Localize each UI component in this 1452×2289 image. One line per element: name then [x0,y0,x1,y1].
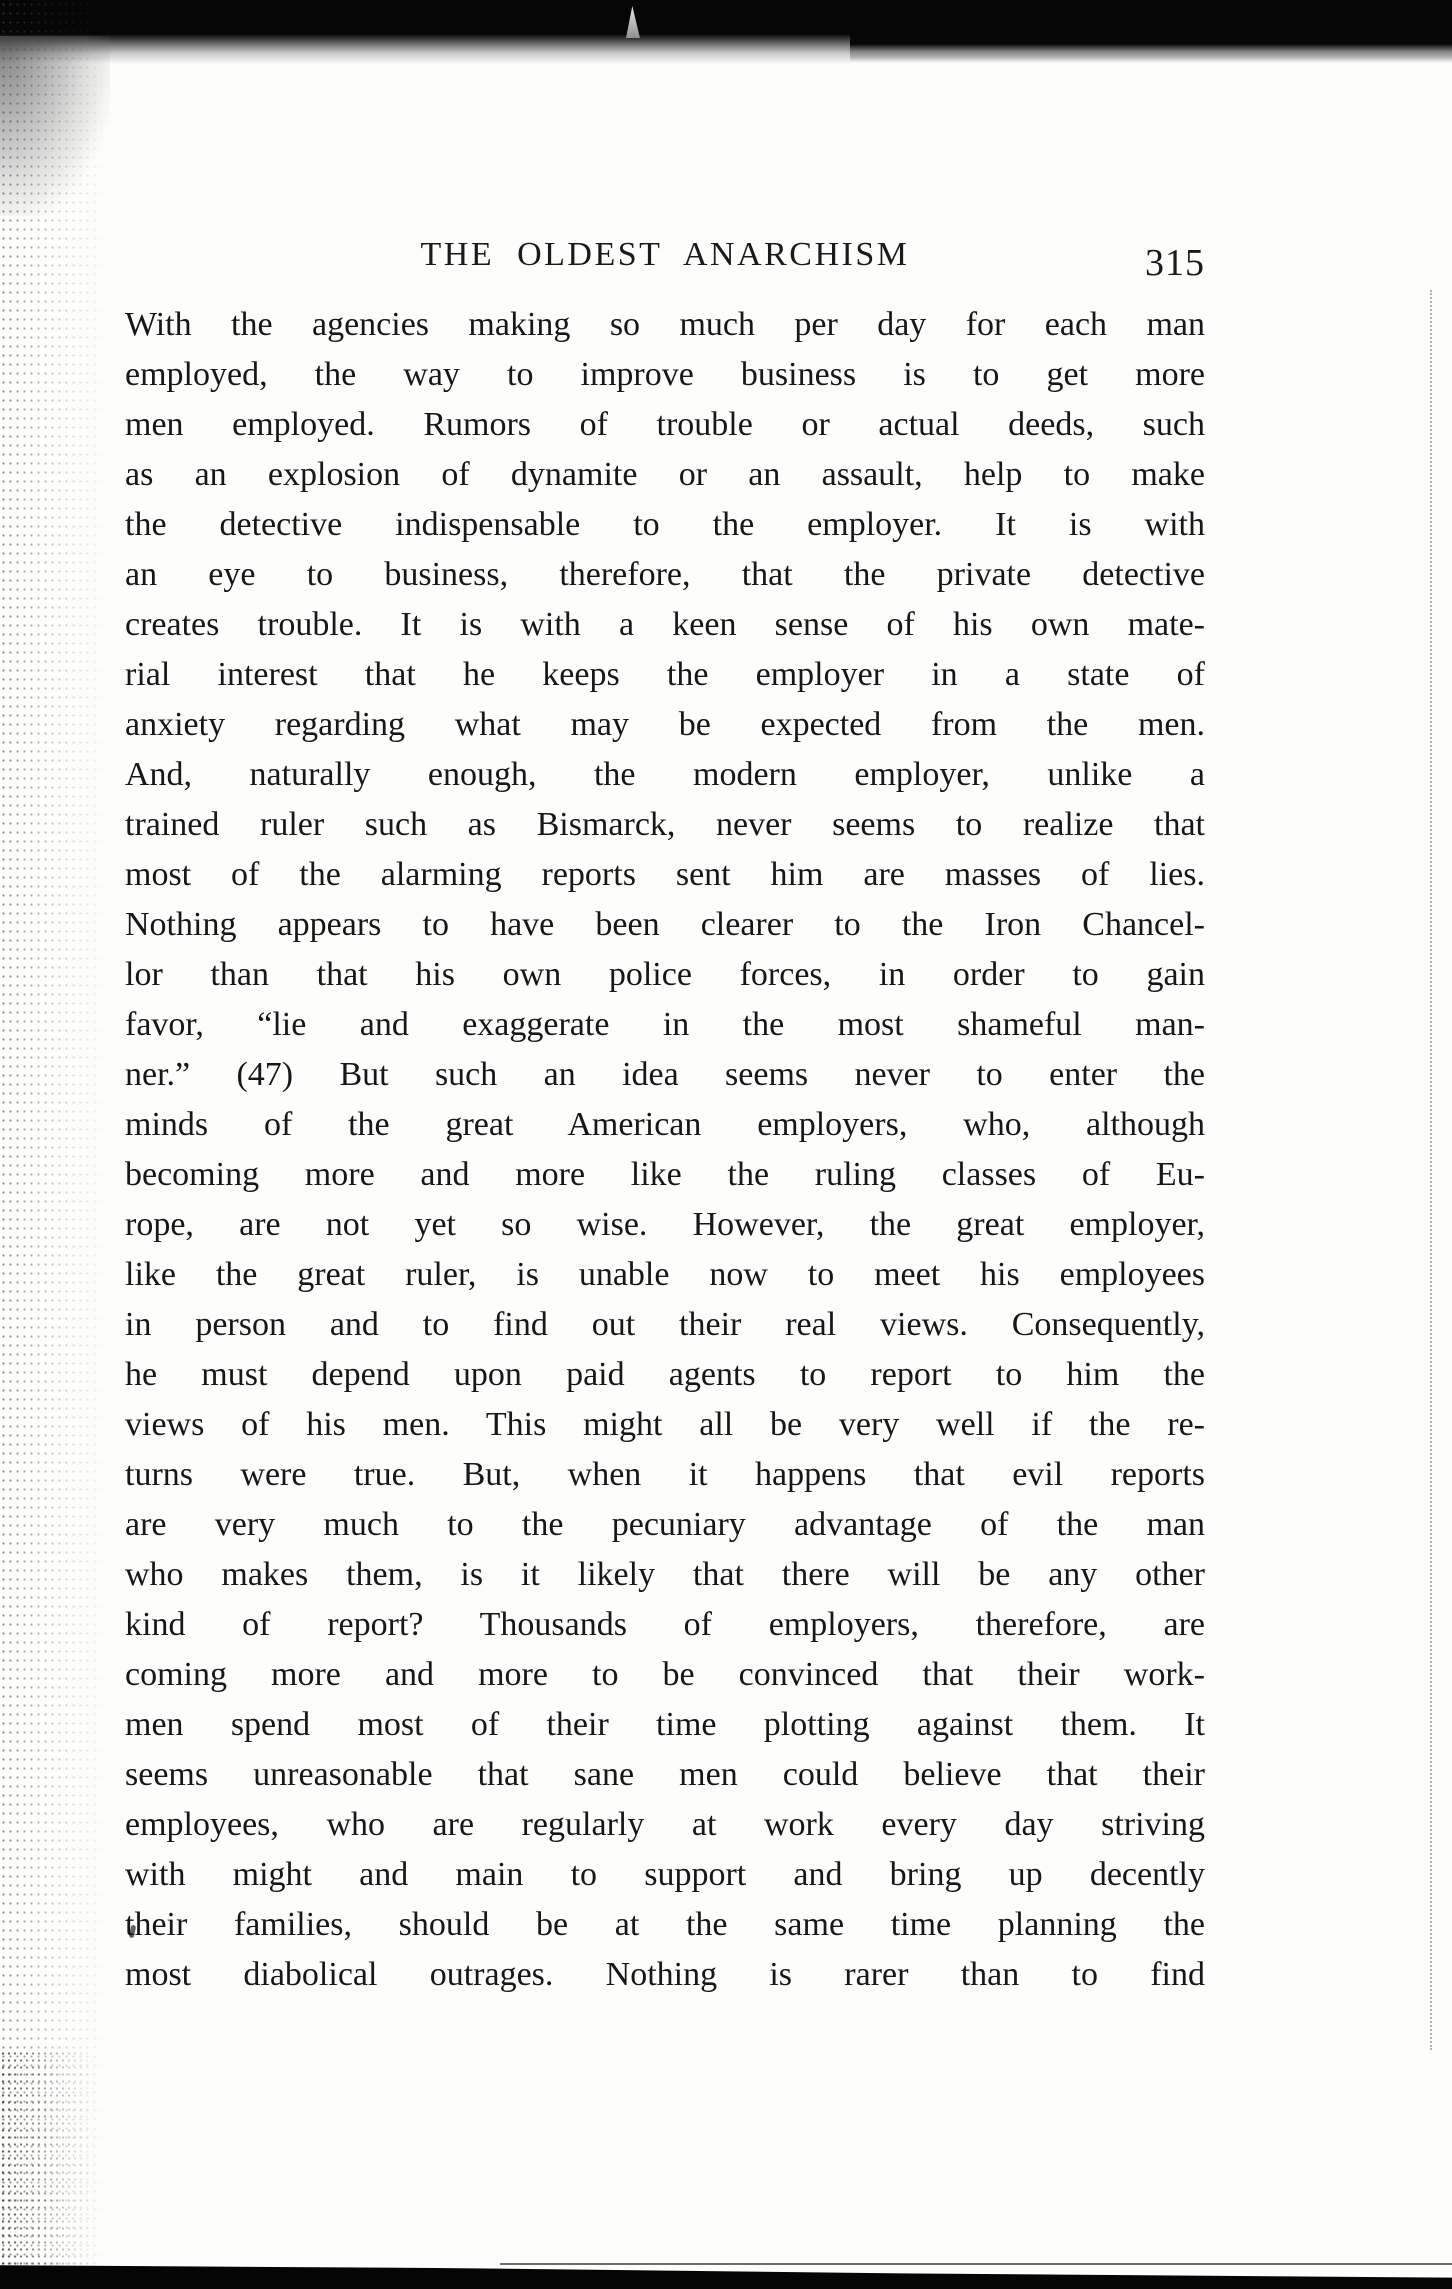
body-text-block [125,300,1205,2000]
text-line: most of the alarming reports sent him are masses of lies. [125,856,1205,893]
text-line: favor, “lie and exaggerate in the most shameful man- [125,1006,1205,1043]
text-line: rope, are not yet so wise. However, the great employer, [125,1206,1205,1243]
text-line: their families, should be at the same time planning the [125,1906,1205,1943]
text-line: Nothing appears to have been clearer to the Iron Chancel- [125,906,1205,943]
text-line: employees, who are regularly at work every day striving [125,1806,1205,1843]
page-number: 315 [1145,242,1205,284]
text-line: ner.” (47) But such an idea seems never to enter the [125,1056,1205,1093]
scan-left-noise-bottom [0,2050,100,2289]
text-line: With the agencies making so much per day for each man [125,306,1205,343]
text-line: turns were true. But, when it happens that evil reports [125,1456,1205,1493]
scan-right-edge-line [1430,290,1432,2050]
text-line: men employed. Rumors of trouble or actual deeds, such [125,406,1205,443]
text-line: rial interest that he keeps the employer in a state of [125,656,1205,693]
scan-bottom-edge-line [500,2263,1452,2265]
text-line: becoming more and more like the ruling classes of Eu- [125,1156,1205,1193]
page-header [125,236,1205,288]
scan-bottom-band [0,2262,1452,2289]
text-line: he must depend upon paid agents to report to him the [125,1356,1205,1393]
text-line: lor than that his own police forces, in order to gain [125,956,1205,993]
text-line: the detective indispensable to the employer. It is with [125,506,1205,543]
text-line: like the great ruler, is unable now to meet his employees [125,1256,1205,1293]
text-line: with might and main to support and bring up decently [125,1856,1205,1893]
text-line: an eye to business, therefore, that the private detective [125,556,1205,593]
text-line: most diabolical outrages. Nothing is rarer than to find [125,1956,1205,1993]
text-line: And, naturally enough, the modern employer, unlike a [125,756,1205,793]
text-line: kind of report? Thousands of employers, therefore, are [125,1606,1205,1643]
text-line: views of his men. This might all be very well if the re- [125,1406,1205,1443]
text-line: anxiety regarding what may be expected from the men. [125,706,1205,743]
text-line: creates trouble. It is with a keen sense of his own mate- [125,606,1205,643]
running-title: THE OLDEST ANARCHISM [420,236,910,273]
text-line: are very much to the pecuniary advantage of the man [125,1506,1205,1543]
scan-top-band-right [850,0,1452,62]
text-line: who makes them, is it likely that there will be any other [125,1556,1205,1593]
text-line: employed, the way to improve business is to get more [125,356,1205,393]
text-line: as an explosion of dynamite or an assault, help to make [125,456,1205,493]
text-line: men spend most of their time plotting against them. It [125,1706,1205,1743]
text-line: trained ruler such as Bismarck, never seems to realize that [125,806,1205,843]
scan-left-noise-column [0,0,112,2289]
text-line: in person and to find out their real views. Consequently, [125,1306,1205,1343]
text-line: coming more and more to be convinced that their work- [125,1656,1205,1693]
text-line: seems unreasonable that sane men could believe that their [125,1756,1205,1793]
text-line: minds of the great American employers, who, although [125,1106,1205,1143]
